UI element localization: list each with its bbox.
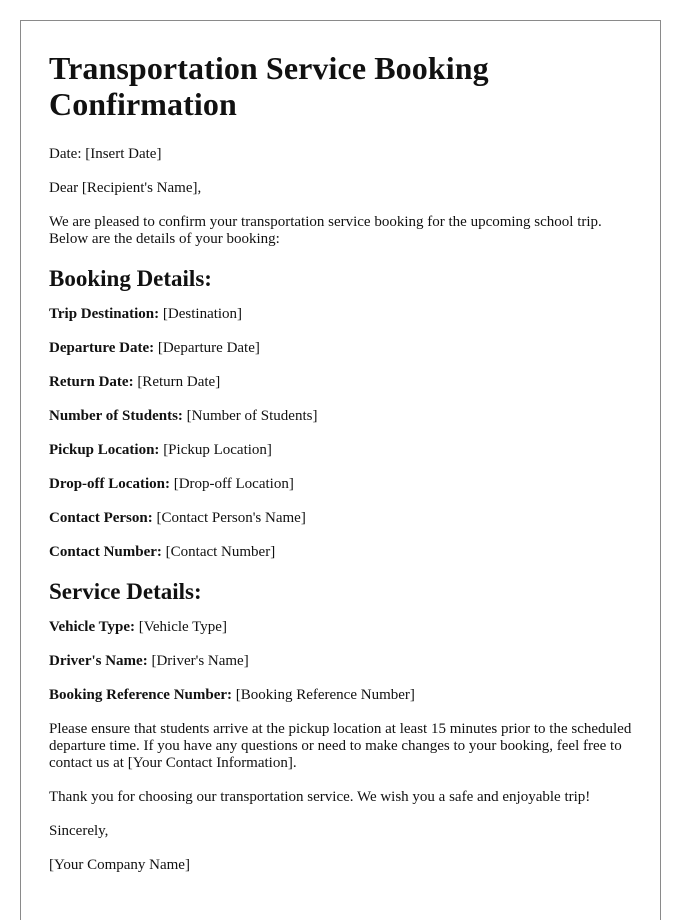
field-value: [Drop-off Location] <box>169 476 294 492</box>
field-label: Number of Students: <box>49 408 183 424</box>
closing: Sincerely, <box>49 823 109 839</box>
notice-paragraph: Please ensure that students arrive at the pickup location at least 15 minutes prior to the scheduled departure time. If you have any questions or need to make changes to your booking, feel free to contact us at [Your Contact Information]. <box>49 721 632 771</box>
signature: [Your Company Name] <box>49 857 190 873</box>
field-value: [Departure Date] <box>154 340 260 356</box>
field-value: [Contact Person's Name] <box>152 510 306 526</box>
field-contact-person <box>49 510 632 527</box>
field-label: Departure Date: <box>49 340 155 356</box>
thanks-paragraph: Thank you for choosing our transportation service. We wish you a safe and enjoyable trip! <box>49 789 591 805</box>
field-label: Vehicle Type: <box>49 619 135 635</box>
field-dropoff-location <box>49 476 632 493</box>
field-return-date <box>49 374 632 391</box>
salutation: Dear [Recipient's Name], <box>49 180 202 196</box>
field-value: [Destination] <box>159 306 243 322</box>
field-value: [Booking Reference Number] <box>232 687 415 703</box>
field-contact-number <box>49 544 632 561</box>
field-trip-destination <box>49 306 632 323</box>
field-label: Pickup Location: <box>49 442 160 458</box>
field-value: [Vehicle Type] <box>134 619 227 635</box>
letter-page <box>20 20 661 920</box>
field-vehicle-type <box>49 619 632 636</box>
letter-title: Transportation Service Booking Confirmation <box>49 50 489 122</box>
field-pickup-location <box>49 442 632 459</box>
booking-details-heading: Booking Details: <box>49 266 212 291</box>
field-label: Trip Destination: <box>49 306 160 322</box>
field-label: Booking Reference Number: <box>49 687 233 703</box>
field-label: Contact Number: <box>49 544 162 560</box>
service-details-heading: Service Details: <box>49 579 202 604</box>
field-label: Driver's Name: <box>49 653 148 669</box>
date-line: Date: [Insert Date] <box>49 146 162 162</box>
field-number-of-students <box>49 408 632 425</box>
intro-paragraph: We are pleased to confirm your transportation service booking for the upcoming school trip. Below are the details of your booking: <box>49 214 602 247</box>
field-value: [Driver's Name] <box>147 653 249 669</box>
field-drivers-name <box>49 653 632 670</box>
field-value: [Number of Students] <box>182 408 318 424</box>
field-departure-date <box>49 340 632 357</box>
field-value: [Pickup Location] <box>159 442 272 458</box>
field-label: Drop-off Location: <box>49 476 170 492</box>
field-value: [Return Date] <box>133 374 221 390</box>
field-label: Contact Person: <box>49 510 153 526</box>
field-value: [Contact Number] <box>161 544 276 560</box>
field-booking-reference-number <box>49 687 632 704</box>
field-label: Return Date: <box>49 374 134 390</box>
